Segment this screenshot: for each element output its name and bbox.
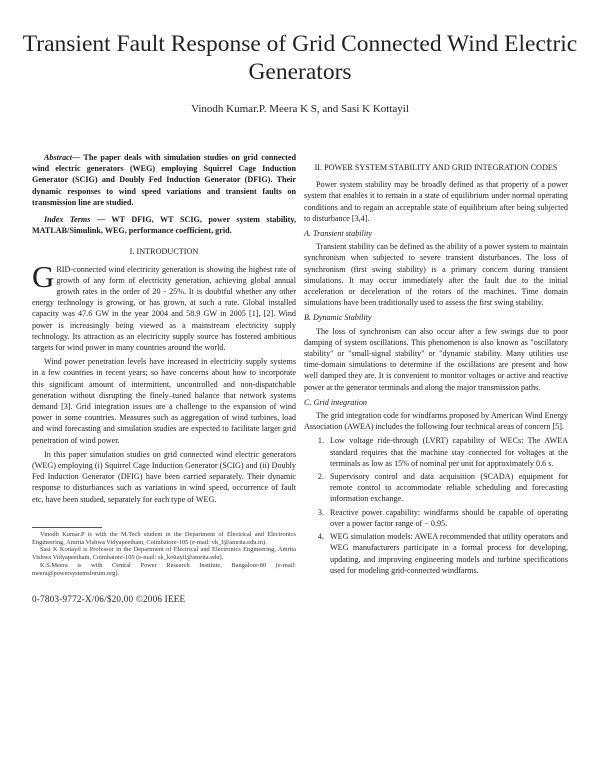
right-column	[304, 162, 568, 578]
grid-integration-paragraph: The grid integration code for windfarms proposed by American Wind Energy Association (AWEA) includes the following four technical areas of concern [5].	[304, 411, 568, 432]
left-column	[32, 152, 296, 605]
subheading-grid-integration: C. Grid integration	[304, 397, 367, 407]
intro-paragraph-1	[32, 258, 296, 354]
list-item: 2. Supervisory control and data acquisition (SCADA) equipment for remote control to accommodate reliable scheduling and forecasting information exchange.	[326, 471, 568, 505]
section-heading-introduction: I. INTRODUCTION	[129, 247, 199, 257]
section-heading-stability: II. POWER SYSTEM STABILITY AND GRID INTEGRATION CODES	[314, 163, 558, 172]
abstract-text: The paper deals with simulation studies on grid connected wind electric generators (WEG) employing Squirrel Cage Induction Generator (SCIG) and Doubly Fed Induction Generator (DFIG). Their dynamic responses to wind speed variations and transient faults on transmission line are studied.	[32, 153, 296, 207]
subheading-transient-stability: A. Transient stability	[304, 229, 372, 239]
list-item: 1. Low voltage ride-through (LVRT) capability of WECs: The AWEA standard requires that the machine stay connected for voltages at the terminals as low as 15% of nominal per unit for approximately 0.6 s.	[326, 435, 568, 469]
grid-code-list	[304, 435, 568, 575]
subheading-dynamic-stability: B. Dynamic Stability	[304, 313, 372, 323]
abstract-label: Abstract—	[44, 153, 81, 162]
footnote-divider	[32, 527, 102, 528]
footnote-1: Vinodh Kumar.P is with the M.Tech student in the Department of Electrical and Electronics Engineering, Amrita Vishwa Vidyapeetham, Coimbatore-105 (e-mail: vk_f@amrita.edu.in).	[32, 530, 296, 546]
intro-paragraph-2: Wind power penetration levels have increased in electricity supply systems in a few countries in recent years; so have concerns about how to incorporate this significant amount of intermittent, uncontrolled and non-dispatchable generation without disrupting the finely–tuned balance that network systems demand [3]. Grid integration issues are a challenge to the expansion of wind power in some countries. Measures such as aggregation of wind turbines, load and wind forecasting and simulation studies are expected to facilitate larger grid penetration of wind power.	[32, 357, 296, 445]
index-terms-text: — WT DFIG, WT SCIG, power system stability, MATLAB/Simulink, WEG, performance coefficient, grid.	[32, 215, 296, 236]
index-terms-label: Index Terms	[44, 215, 91, 225]
list-item: 3. Reactive power capability: windfarms should be capable of operating over a power factor range of − 0.95.	[326, 507, 568, 529]
index-terms	[32, 214, 296, 236]
footnote-2: Sasi K Kottayil is Professor in the Department of Electrical and Electronics Engineering, Amrita Vishwa Vidyapeetham, Coimbatore-105 (e-mail: sk_kottayil@amrita.edu).	[32, 546, 296, 562]
author-list: Vinodh Kumar.P. Meera K S, and Sasi K Kottayil	[191, 103, 409, 115]
footnote-3: K.S.Meera is with Central Power Research Institute, Bangalore-80 (e-mail: meera@powersystemsforum.org).	[32, 562, 296, 577]
abstract	[32, 152, 296, 208]
paper-title: Transient Fault Response of Grid Connected Wind Electric Generators	[22, 31, 578, 85]
drop-cap-letter: G	[32, 258, 55, 294]
transient-stability-paragraph: Transient stability can be defined as the ability of a power system to maintain synchronism when subjected to severe transient disturbances. The loss of synchronism (first swing stability) is a primary concern during transient simulations. It may occur immediately after the fault due to the initial acceleration or deceleration of the rotors of the machines. Time domain simulations have been traditionally used to assess the first swing stability.	[304, 242, 568, 308]
stability-paragraph: Power system stability may be broadly defined as that property of a power system that enables it to remain in a state of equilibrium under normal operating conditions and to regain an acceptable state of equilibrium after being subjected to disturbance [3,4].	[304, 180, 568, 223]
dynamic-stability-paragraph: The loss of synchronism can also occur after a few swings due to poor damping of system oscillations. This phenomenon is also known as "oscillatory stability" or "small-signal stability" or "dynamic stability. Many utilities use time-domain simulations to determine if the oscillations are present and how well damped they are. It is convenient to monitor voltages or active and reactive power at the generator terminals and along the major transmission paths.	[304, 326, 568, 392]
intro-p1-text: RID-connected wind electricity generation is showing the highest rate of growth of any form of electricity generation, achieving global annual growth rates in the order of 20 - 25%. It is doubtful whether any other energy technology is growing, or has grown, at such a rate. Global installed capacity was 47.6 GW in the year 2004 and 58.9 GW in 2005 [1], [2]. Wind power is increasingly being viewed as a mainstream electricity supply technology. Its attraction as an electricity supply source has fostered ambitious targets for wind power in many countries around the world.	[32, 264, 296, 353]
intro-paragraph-3: In this paper simulation studies on grid connected wind electric generators (WEG) employing (i) Squirrel Cage Induction Generator (SCIG) and (ii) Doubly Fed Induction Generator (DFIG) have been carried separately. Their dynamic response to disturbances such as variations in wind speed, occurrence of fault etc. have been studied, separately for each type of WEG.	[32, 449, 296, 504]
copyright-notice: 0-7803-9772-X/06/$20.00 ©2006 IEEE	[32, 593, 186, 604]
list-item: 4. WEG simulation models: AWEA recommended that utility operators and WEG manufacturers participate in a formal process for developing, updating, and improving engineering models and turbine specifications used for modeling grid-connected windfarms.	[326, 531, 568, 576]
